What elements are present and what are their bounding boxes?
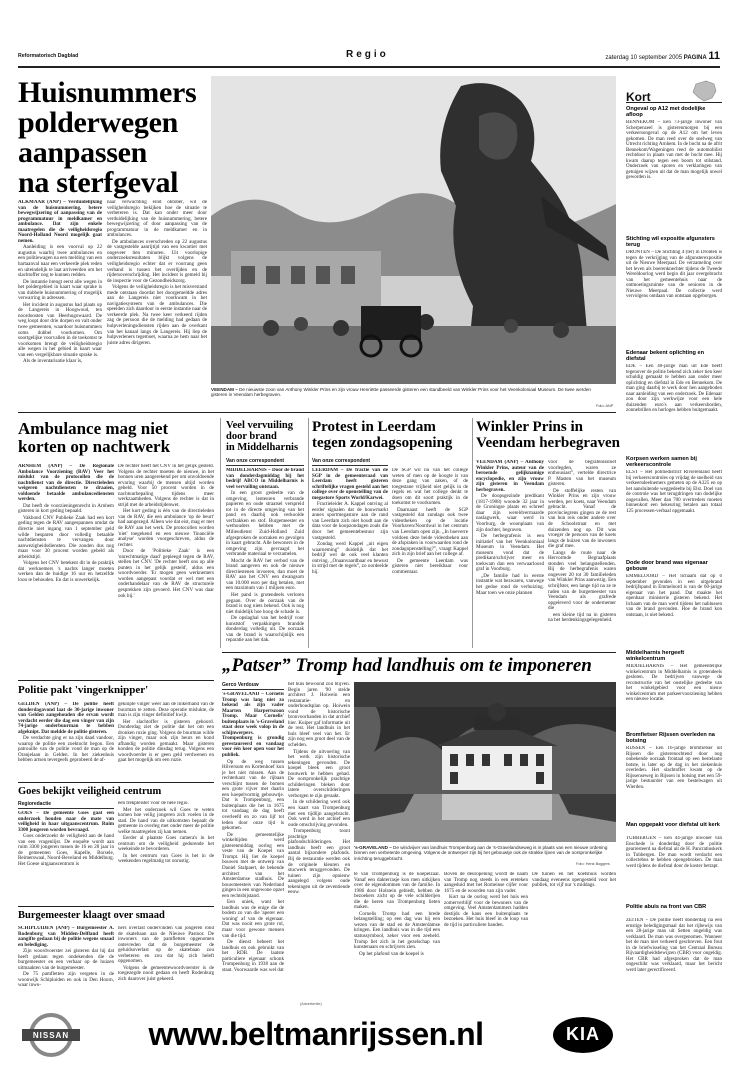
paragraph: „De familie had in eerste instantie wat bezwaren, vanwege het gedoe rond de verhuizing. Maar toen we onze plannen (476, 572, 544, 596)
headline-line: door brand (226, 431, 277, 442)
paragraph: Kort na de oorlog werd het huis een zomerverblijf voor de bewoners van de omgeving. Veel Amsterdammers hadden destijds de kans een buitenplaats te bezoeken. Het huis bleef in de loop van de tijd in particuliere handen. (444, 894, 528, 928)
kia-logo-text: KIA (566, 1024, 600, 1044)
kort-item-title: Korpsen werken samen bij verkeerscontrole (626, 456, 697, 469)
advertisement-banner[interactable] (18, 1008, 616, 1062)
kort-item-title: Edenaar bekent oplichting en diefstal (626, 350, 705, 363)
paragraph: Volgens het CNV betekent dit in de praktijk dat werknemers 's nachts langer moeten werken dan de huidige 16 uur en hetzelfde loon te behouden. En dat is onwerkelijk. (18, 560, 114, 583)
article-column (392, 468, 468, 648)
article-column (288, 682, 350, 998)
caption-dateline: 's-GRAVELAND – (354, 845, 392, 850)
article-lead: SCHIPLUIDEN (ANP) – Burgemeester A. Rodenburg van Midden-Delfland heeft aangifte gedaan bij de politie wegens smaad en belediging. (18, 926, 114, 948)
paragraph: Daarnaast heeft de SGP vastgesteld dat zondags ook twee videotheken op de locatie Voorhaven/Noordwal in het centrum van Leerdam open zijn. „In hoeverre voldoen deze beide videotheken aan de afspraken in voorwaarden rond de zondagopenstelling?”, vraagt Kappel zich in zijn brief aan het college af. (392, 506, 468, 558)
photo-credit: Foto: ANP (596, 404, 614, 408)
netherlands-map-icon (690, 80, 718, 102)
article-lead: GELDEN (ANP) – De politie heeft donderdagavond laat de 30-jarige inwoner van Gelden aangehouden die ervan wordt verdacht eerder die dag een vinger van zijn 74-jarige onderbuurman te hebben afgeknipt. Dat meldde de politie gisteren. (18, 702, 114, 735)
section-rule (18, 782, 214, 783)
paragraph: Volgens de gemeentewoordvoerster is de toegezegde nooit gedaan en heeft Rodenburg zich daarover juist gekeerd. (118, 964, 214, 982)
photo-caption (211, 387, 606, 398)
paragraph: het huis bewoond zou blijven. Begin jaren '90 stelde architect J. Hoiwein een restauratie- en onderhoudsplan op. Hoiwein vond de historische bronvoorhanden in dat archief hier. Kuiper gaf informatie uit de rest. Het landhuis in het huis bleef veel van het. Er zijn nog een groot deel van de schelden. (288, 682, 350, 749)
paragraph: ners overlast ondervinden van jongeren rond de skatebaan aan de Nieuwe Pastoor. De inwoners van de pamfletten opgenomen ontevreden dat de burgemeester de geluidsoverlast op de skatebaan zou verbeteren en zou dat hij zich heleft opgenomen. (118, 926, 214, 965)
section-rule (18, 906, 214, 907)
headline-line: Goes bekijkt veiligheid centrum (18, 786, 162, 797)
paragraph: Het slachtoffer is gisteren gehoord. Donderdag ziet de politie dat het om een dronken ruzie ging. Volgens de buurman wilde zijn vinger, maar ook zijn beurs en hond afhandig worden gemaakt. Maar gisteren konden de politie dinsdag terug. Volgens een woordvoerder is er geen geld verdwenen en gaat het mogelijk om een ruzie. (118, 718, 214, 764)
photo-trompenburg (354, 682, 616, 842)
article-column (118, 702, 214, 778)
caption-text: De windvijver van landhuis Trompenburg aan de 's-Gravelandseweg is in plaats van een nieuwe ordening binnen een verbeterde omgeving. Volgens de ontwerper zijn bij het gebouwtje ook de strakke lijnen van de oorspronkelijke inrichting teruggebracht. (354, 845, 608, 861)
masthead-rule (18, 66, 720, 68)
article-column (548, 460, 616, 648)
headline-vervuiling (226, 420, 302, 453)
paragraph: De herbegrafenis is een initiatief van het Veenkoloniaal Museum in Veendam. Het museum vond dat de predikant/schrijver meer en toekwam dan een verwaarloosd graf in Voorburg. (476, 533, 544, 573)
article-column (118, 926, 214, 998)
paragraph: Een uniek, want het landhuis was de enige die de bodem zo van die 'aperer een woning' af van de eigenaar. Dat was nooit een grote rol, maar voor gewone mensen van die tijd. (222, 899, 284, 939)
paragraph: een kleine tijd na in gisteren na het herdenkingsgelegenheid. (548, 611, 616, 624)
headline-leerdam (312, 420, 462, 451)
paragraph: Aanleiding is een voorval op 22 augustus waarbij twee ambulances en een politiewagen na een melding van een hartaanval naar een verkeerde plek reden en uiteindelijk te laat arriveerden om het slachtoffer nog te kunnen redden. (18, 244, 102, 279)
headline-line: Politie pakt 'vingerknipper' (18, 684, 149, 696)
paragraph: Eerder al plaatste Goes camera's in het centrum om de veiligheid gedurende het weekeinde te bevorderen. (118, 835, 214, 853)
photo-winkler-prins-statue (211, 76, 616, 384)
paragraph: Tijdens de uitvoering van het werk zijn historische tekeningen gevonden. De koepel bleek een groot houtwerk te hebben gehad. De oorspronkelijk prachtige schilderingen bleken door latere overschilderingen verborgen te zijn geraakt. (288, 748, 350, 799)
article-column (107, 200, 207, 385)
kort-item-title: Man opgepakt voor diefstal uit kerk (626, 822, 720, 828)
paragraph: geknipte vinger weer aan de linkerhand van de buurman te zetten. Deze operatie mislukte, de man is zijn vinger definitief kwijt. (118, 702, 214, 719)
article-column (18, 811, 114, 901)
article-column (444, 872, 528, 998)
headline-line: Ambulance mag niet (18, 419, 169, 438)
paragraph: De instantie brengt eerst alle wegen in het poldergebied in kaart waar sprake is van dubbele huisnummering of mogelijk verwarring in adressen. (18, 278, 102, 302)
paragraph: De gemeente Leerdam was gisteren niet bereikbaar voor commentaar. (392, 557, 468, 575)
kort-item-text: TUBBERGEN – Een 44-jarige inwoner van Enschede is donderdag door de politie gearresteerd na diefstal uit de H. Pancratiuskerk in Tubbergen. De man wordt verdacht een collectebus te hebben opengebroken. De man werd tijdens de diefstal door de koster betrapt. (626, 836, 722, 869)
paragraph: De dienst beheert het landhuis en ook gebruikt van het RDB. De laatste particuliere eigenaar schonk Trompenburg in 1938 aan de staat. Voorwaarde was wel dat (222, 939, 284, 973)
headline-line: Burgemeester klaagt over smaad (18, 910, 165, 921)
caption-text: De nieuwste zoon van Anthony Winkler Prins en zijn vrouw Henriëtte passeerde gisteren een standbeeld van Winkler Prins voor het Veenkoloniaal Museum. De twee werden gisteren in Veendam herbegraven. (211, 387, 591, 398)
paragraph: Het kort geding is één van de directieleden van de RAV, die een ambulance 'op de beurt' had aangezegd. Alleen wie dat eist, mag er met de RAV aan het werk. De protocollen worden 'niet' toegekend en een nieuwe 'financiële analyse' worden voorgeschreven, aldus de rechter. (118, 508, 214, 548)
headline-line: na sterfgeval (18, 166, 179, 199)
kort-item-text: ZEITEN – De politie heeft donderdag na een ernstige beledigingsmaal dat het rijbewijs van een 28-jarige man uit Setten ongeldig was verklaard. De man was overgenomen. Wanneer het de man niet verkeerd geschreven. Een fout in de briefwisseling van het Centraal Bureau Rijvaardigheidsbewijzen (CBR) voor ongeldig. Het CBR had afgesproken dat de man ongeschikt was verklaard, maar het bericht werd later gerectificeerd. (626, 918, 722, 973)
kort-item-title: Dode door brand was eigenaar gebouw (626, 560, 708, 573)
photo-caption (354, 845, 616, 861)
section-rule (18, 412, 616, 413)
paragraph: De stoffelijke resten van Winkler Prins en zijn vrouw werden, per koets, naar Veendam gebracht. Vanaf de provinciegrens gingen ze de rest van hun reis onder andere over de Schoolstraat en met duizenden nog op. Dit was vroeger de persoon van de koets langs de huizen van de inwoners die graf mee. (548, 487, 616, 550)
article-column (118, 801, 214, 901)
paragraph: De ambulances overschreden op 22 augustus de vastgestelde aanrijtijd van een kwartier met ongeveer tien minuten. Uit voorlopige onderzoeksresultaten blijkt volgens de veiligheidsregio echter dat er voorrang geen verband is tussen het overlijden en de rijdersoverschrijding. Het incident is gemeld bij de inspectie voor de Gezondheidszorg. (107, 238, 207, 284)
headline-line: Veendam herbegraven (476, 434, 621, 451)
headline-ambulance (18, 420, 214, 456)
paragraph: Vakbond CNV Publieke Zaak had een kort geding tegen de RAV aangespannen omdat de directie niet ingang van 1 september geld wilde besparen door volledig betaalde nachtdiensten te vervangen door aanwezigheidsdiensten. Die zouden dus nog maar voor 30 procent worden gebeld als arbeidstijd. (18, 514, 114, 560)
photo-credit: Foto: Henk Boggers (576, 862, 610, 866)
paragraph: De SGP wil nu van het college weten of men op de hoogte is van deze gang van zaken, of de toegestane vrijheid niet gelijk in de regels en wat het college denkt te doen om dit soort praktijk in de toekomst te voorkomen. (392, 468, 468, 507)
byline: Gerco Verdouw (222, 682, 284, 690)
paragraph: Langs de route naar de Hervormde Begraafplaats stonden veel belangstellenden. Bij de herbegrafenis waren ongeveer 20 tot 30 familieleden van Winkler Prins aanwezig. Een schrijfster, een lange tijd na ze te raden van de burgemeester van Veendam als grafrede opgeleverd voor de ondernemer die (548, 549, 616, 612)
masthead-section: Regio (346, 49, 389, 60)
byline: Van onze correspondent (226, 458, 304, 466)
article-lead: MIDDELHARNIS – Door de brand van donderdagmiddag bij het bedrijf ABCO in Middelharnis is veel vervuiling ontstaan. (226, 468, 304, 490)
byline: Van onze correspondent (312, 458, 388, 466)
paragraph: De opslaghal van het bedrijf voor kunststof verpakkingen brandde donderdag volledig uit. De oorzaak van de brand is waarschijnlijk een reparatie aan het dak. (226, 615, 304, 644)
paragraph: De tuinen en het koetshuis worden vandaag eveneens opengesteld voor het publiek, tot vijf uur 's middags. (532, 872, 616, 889)
paragraph: Op het plafond van de koepel is (359, 950, 424, 957)
paragraph: De doopsgezinde predikant (1817-1908) woonde 32 jaar in de Groningse plaats en schreef daar zijn wereldvermaarde naslagwerk, waar werd in Voorburg, de woonplaats van zijn dochter, begraven. (476, 493, 544, 533)
headline-line: korten op nachtwerk (18, 437, 171, 456)
kort-item-text: EDE – Een 40-jarige man uit Ede heeft tegenover de politie bekend zich zeker tien keer schuldig gemaakt te hebben aan onder meer oplichting en diefstal in Ede en Bennekom. De man ging daarbij te werk door hen aangeboden naar aanleiding van een onderzoek. De Edenaar zou door zijn werkwijze voor een hele duizenden euro's aan verkeersborden, zonnebrillen en horloges hebben buitgemaakt. (626, 364, 722, 413)
paragraph: In het centrum van Goes is het in de weekenden regelmatig tot onrustig. (118, 852, 214, 865)
article-column (532, 872, 616, 998)
kort-item-title: Politie abuis na front van CBR (626, 904, 707, 910)
paragraph: Het incident in augustus had plaats op de Langereis in Hoogwoud, ten noordoosten van Heerhugowaard. De weg loopt door drie dorpen en valt onder twee gemeenten, waardoor huisnummers soms dubbel voorkomen. Om soortgelijke voorvallen in de toekomst te voorkomen brengt de veiligheidsregio alle wegen in het gebied in kaart waar van een vergelijkbare situatie sprake is. (18, 301, 102, 358)
paragraph: voor de begrafenisstoet voorlegden, waren ze enthousiast”, vertelde directrice P. Masten van het museum gisteren. (548, 460, 616, 488)
column-rule (308, 418, 309, 648)
article-column (312, 468, 388, 648)
masthead-date-line (605, 50, 720, 62)
article-column (118, 464, 214, 676)
kort-item-title: Stichting wil expositie afgunsters terug (626, 236, 715, 249)
kort-item-title: Bromfietser Rijssen overleden na botsing (626, 732, 715, 745)
masthead (18, 48, 720, 66)
caption-dateline: VEENDAM – (211, 387, 238, 392)
column-rule (472, 418, 473, 648)
advertisement-url[interactable]: www.beltmanrijssen.nl (148, 1016, 484, 1052)
paragraph: Trompenburg toont prachtige plafondschilderingen. Het landhuis heeft een groot aantal bijzondere plafonds. Bij de restauratie werden ook de originele kleuren en stucwerk teruggevonden. De tuinen zijn opnieuw aangelegd volgens oude tekeningen uit de zeventiende eeuw. (288, 828, 350, 896)
article-lead: ARNHEM (ANP) – De Regionale Ambulance Voorziening (RAV) Veer het mislukt van de protocollen die de nachtdienst van de directie. Directieleden weigeren nachtdiensten te draaien, voldoende betaalde ambulancediensten werden. (18, 464, 114, 503)
section-rule (18, 680, 214, 681)
article-lead: VEENDAM (ANP) – Anthony Winkler Prins, auteur van de beroemde gelijknamige encyclopedie, en zijn vrouw zijn gisteren in Veendam herbegraven. (476, 460, 544, 493)
headline-huisnummers (18, 78, 210, 198)
article-column (222, 692, 284, 998)
headline-line: tegen zondagsopening (312, 434, 453, 451)
article-column (354, 872, 440, 998)
paragraph: De rechter heeft het CNV in het gelijk gesteld. Volgens de rechter moeten de nieuwe, in het bonnen uren aangerekend per om onvoldoende ervaring waarbij de mensen altijd worden gebeld. Voor 50 procent worden in de nachtuurbepaling tijdens meer werkzaamheden. Volgens de rechter is dat in strijd met de arbeidstijdenwet. (118, 464, 214, 508)
kort-title: Kort (626, 90, 651, 104)
byline: Regioredactie (18, 801, 114, 809)
kort-item-text: DRONTEN – De Stichting 4 (ter) in Dronten is tegen de verkrijging van de afgunsterexpositie uit de Nieuwe Meerpaal. De verzameling over het leven als boerenknechter tijdens de Tweede Wereldoorlog werd begin dit jaar overgebracht van het gemeentehuis naar de ontmoetingsruimte van de senioren in de Nieuwe Meerpaal. De collectie werd vervolgens ontdaan van ontstaan opgeborgen. (626, 250, 722, 299)
article-column (476, 460, 544, 648)
masthead-paper: Reformatorisch Dagblad (18, 53, 79, 59)
paragraph: een trekpleister voor de hele regio. (118, 801, 189, 806)
kort-item-text: ELST – Het politiedistrict Rivierenland heeft bij verkeerscontroles op vrijdag de snelheid van verkeersdeelnemers gemeten op de A325 en op het aansluitende weggedeelte bij Elst. Doel van de controle was het terugdringen van dodelijke ongevallen. Meer dan 700 overtreders moeten binnenkort een bekeuring betalen aan totaal 125 processen-verbaal opgemaakt. (626, 470, 722, 514)
masthead-page-number: 11 (708, 50, 720, 62)
kort-item-text: RIJSSEN – Een 16-jarige bromfietser uit Rijssen die gisterenochtend door nog onbekende oorzaak frontaal op een bestelauto botste, is later op de dag in het ziekenhuis overleden. Het slachtoffer kwam op de Rijssenseweg in Rijssen in botsing met een 59-jarige bestuurder van een bestelwagen uit Wierden. (626, 746, 722, 790)
headline-vingerknipper (18, 684, 214, 696)
kort-item-text: EMMELOORD – Het lichaam dat op 6 september gevonden in een uitgebrand bedrijfspand in Emmeloord is van de 60-jarige eigenaar van het pand. Dat maakte het openbaar ministerie gisteren bekend. Het lichaam van de man werd tijdens het nablussen van de brand gevonden. Hoe de brand kon ontstaan, is niet bekend. (626, 574, 722, 618)
kort-header (626, 88, 722, 103)
headline-burgemeester (18, 910, 214, 922)
paragraph: Mocht de RAV het verbod van de brand aangeven en ook de nieuwe directiestenen invoeren, dan moet de RAV aan het CNV een dwangsom van 10.000 euro per dag betalen, met een maximum van 1 miljoen euro. (226, 557, 304, 592)
paragraph: Boven de deuropening wordt de naam van Tromp nog steeds in een ereteken aangeduid met het Romeinse cijfer voor 1675 en de woorden van zijn vader. (444, 872, 528, 894)
article-lead: 's-GRAVELAND – Cornelis Tromp was lang niet zo bekend als zijn vader Maarten Harpertszoon Tromp. Maar Cornelis' buitenplaats in 's-Graveland staat deze week volop in de schijnwerpers. Trompenburg is grondig gerestaureerd en vandaag voor één keer open voor het publiek. (222, 692, 284, 759)
headline-winkler-prins (476, 420, 622, 451)
masthead-page-label: PAGINA (683, 55, 707, 61)
paragraph: In een groot gedeelte van de omgeving, lenteuren verbrande papieren en oude straatsel verspreid tot in de directe omgeving van het pand en daarbij ook verkoolde verfzakken en stof. Burgemeester en wethouders hebben met de Milieudienst Zuid-Holland Zuid afgesproken de oorzaken en gevolgen in kaart gebracht. Alle bewoners in de omgeving zijn gevraagd het verbrande materiaal te verzamelen. (226, 490, 304, 558)
headline-line: Huisnummers (18, 76, 197, 109)
nissan-logo (22, 1012, 80, 1058)
headline-line: polderwegen (18, 106, 179, 139)
headline-line: Veel vervuiling (226, 420, 293, 431)
headline-line: Winkler Prins in (476, 419, 583, 435)
section-rule (222, 652, 616, 653)
kort-item-title: Ongeval op A12 met dodelijke afloop (626, 106, 706, 119)
article-lead: GOES – De gemeente Goes gaat een onderzoek houden naar de mate van veiligheid in haar uitgaanscentrum. Ruim 3300 jongeren worden bevraagd. (18, 811, 114, 833)
paragraph: Door de 'Politieke Zaak' is een 'onrechtmatige daad' gepleegd tegen de RAV, stellen het CNV. 'De rechter heeft ons op alle punten in het gelijk gesteld', aldus een woordvoerder. 'Er mogen geen werknemers worden aangepast voordat er wel met een onderhandelaar van de RAV de structurele gesprekken zijn gevoerd. Het CNV was daar ook bij.' (118, 548, 214, 599)
paragraph: De gemeentelijke winkeltijden werd gisterenmiddag oorlog een veste van de Koepel van Trompt. Hij liet de koepel bouwen met de ontwerp van Daniel Stalpaert, de bekende architect van het Amsterdamse stadhuis. De bouwmeesters van Nederland gingen in een ongewone opzet een rechtsbijstand. (222, 831, 284, 899)
kia-logo (552, 1016, 614, 1054)
column-rule (220, 418, 221, 648)
paragraph: te van Trompenburg is de koepelzaal. Vanaf een dakterrasje kon men uitkijken over de eigendommen van de familie. In 1986 door Holstein gebiedt, hebben de bezoekers zicht op de vele schilderijen die de heren van Trompenburg lieten maken. (354, 872, 440, 911)
paragraph: Dat heeft de voorzieningenrecht in Arnhem gisteren in kort geding bepaald. (18, 502, 114, 515)
statue-illustration (211, 76, 616, 384)
advertisement-label: (Advertentie) (300, 1002, 322, 1006)
paragraph: Goes onderzoekt de veiligheid aan de hand van een vragenlijst. De enquête wordt aan ruim 3300 jongeren tussen de 16 en 28 jaar in de gemeenten Goes, Kapelle, Borsele, Reimerswaal, Noord-Beveland en Middelburg. Het Goese uitgaanscentrum is (18, 833, 114, 867)
paragraph: Met het onderzoek wil Goes te weten komen hoe veilig jongeren zich voelen in de stad. De hand van de uitkomsten bepaalt de gemeente in overleg met onder meer de politie welke maatregelen zij kan nemen. (118, 806, 214, 835)
paragraph: De verdachte ging er na zijn daad vandoor, waarop de politie een zoektocht begon. Een patrouille van de politie vond de man op de Oranjelaan in Gelden. In het ziekenhuis hebben artsen tevergeefs geprobeerd de af- (18, 735, 114, 764)
headline-line: in Middelharnis (226, 442, 299, 453)
kort-item-text: MIDDELHARNIS – Het gemeentelijke winkelcentrum in Middelharnis is grotendeels gesloten. De bedrijven vanwege de reconstructie van het oostelijke gedeelte van het winkelgebied voor een nieuw winkelcentrum met parkeervoorziening hebben een nieuwe locatie. (626, 664, 722, 702)
paragraph: Op de weg tussen Hilversum en Kortenhoef kun je het niet missen. Aan de rechterkant van de rijbaan verschijnt tussen de bomen een grote vijver met daarin een koepelvormig gebouwtje. Dat is Trompenburg, een buitenplaats die het in 1675 tot vandaag de dag heeft overleefd en zo van lijf tot leden door onze tijd is gekomen. (222, 758, 284, 832)
article-column (18, 200, 102, 385)
article-lead: ALKMAAR (ANP) – Verduidelijking van de huisnummering, betere bewegwijzering of aanpassing van de programmatuur in meldkamer en ambulance. Dat zijn enkele maatregelen die de veiligheidsregio Noord-Holland Noord mogelijk gaat nemen. (18, 200, 102, 244)
paragraph: Fractieleider A. Kappel ontving al eerder signalen dat de bouwmarkt annex sportmegastore aan de rand van Leerdam zich niet houdt aan de data voor de koopzondagen zoals die door het gemeentebestuur zijn vastgesteld. (312, 501, 388, 541)
paragraph: naar verwachting eind oktober, wil de veiligheidsregio bekijken hoe de situatie te verbeteren is. Dat kan onder meer door verduidelijking van de huisnummering, betere bewegwijzering of door aanpassing van de programmatuur in de meldkamer en in ambulances. (107, 200, 207, 239)
kort-item-title: Middelharnis hergeeft winkelcentrum (626, 650, 685, 663)
paragraph: Zondag werd Kappel „uit eigen waarneming” duidelijk dat het bedrijf wel de ook veel klanten ontving. „Onaanvaardbaar en bewust in strijd met de regels”, zo oordeelde hij. (312, 541, 388, 575)
paragraph: De 75 pamfletten zijn vergeten in de woonwijk Schipluiden en ook in Den Hoorn, waar inwo- (18, 971, 114, 989)
headline-tromp: „Patser” Tromp had landhuis om te imponeren (222, 655, 592, 676)
headline-line: aanpassen (18, 136, 148, 169)
kort-item-text: BENNEKOM – Een 73-jarige inwoner van Scherpenzeel is gisterenmorgen bij een verkeersongeval op de A12 om het leven gekomen. De man reed over de snelweg van Utrecht richting Arnhem. In de bocht na de afrit Bennekom/Wageningen reed de automobilist rechtdoor in plaats van met de bocht mee. Hij kwam daarop tegen een boom tot stilstand. Onderzoek van sporen en verklaringen van getuigen wijzen uit dat de man mogelijk onwel geworden is. (626, 120, 722, 180)
article-column (226, 468, 304, 648)
article-column (18, 702, 114, 778)
nissan-logo-text: NISSAN (32, 1030, 70, 1040)
paragraph: Cornelis Tromp had een brede belangstelling; op een dag was hij een wezen van de stad en de Amsterdamse kringen. Een landhuis was in die tijd een statussymbool, zeker voor een zeeheld. Tromp liet zich in het gezelschap van kunstenaars en schrijvers zien. (354, 910, 440, 951)
article-column (18, 926, 114, 998)
paragraph: Als de inventarisatie klaar is, (23, 358, 83, 365)
paragraph: Volgens de veiligheidsregio is het misverstand mede ontstaan doordat het doorgemeldde adres aan de Langereis niet voorkwam in het navigatiesysteem van de ambulances. Die speelden zich daardoor in eerste instantie naar de verkeerde plek. Na twee keer verkeerd rijden zag de persoon die de melding had gedaan de hulpverleningsdiensten rijden aan de overkant van het kanaal langs de Langereis. Hij liep de hulpverleners tegemoet, waarna ze hem naar het juiste adres dirigeren. (107, 284, 207, 346)
trompenburg-illustration (354, 682, 616, 842)
paragraph: Het pand is grotendeels verloren gegaan. Over de oorzaak van de brand is nog niets bekend. Ook is nog niet duidelijk hoe hoog de schade is. (226, 592, 304, 615)
paragraph: In de schildering werd ook een kaart van Trompenburg met een tijdlijn aangebracht. Ook werd in het archief een oude omschrijving gevonden. (288, 799, 350, 828)
headline-goes (18, 786, 214, 798)
headline-line: Protest in Leerdam (312, 419, 436, 435)
masthead-date: zaterdag 10 september 2005 (605, 55, 683, 61)
article-column (18, 464, 114, 676)
article-lead: LEERDAM – De fractie van de SGP in de gemeenteraad van Leerdam heeft gisteren schriftelijke vragen gesteld aan het college over de openstelling van de megastore Sports World/Karwei. (312, 468, 388, 501)
paragraph: Zijn woordvoerster zei gisteren dat hij dat heeft gedaan tegen ondekenden die de burgemeester en een verhaar op de huizen uitmaakten van de burgemeester. (18, 948, 114, 971)
